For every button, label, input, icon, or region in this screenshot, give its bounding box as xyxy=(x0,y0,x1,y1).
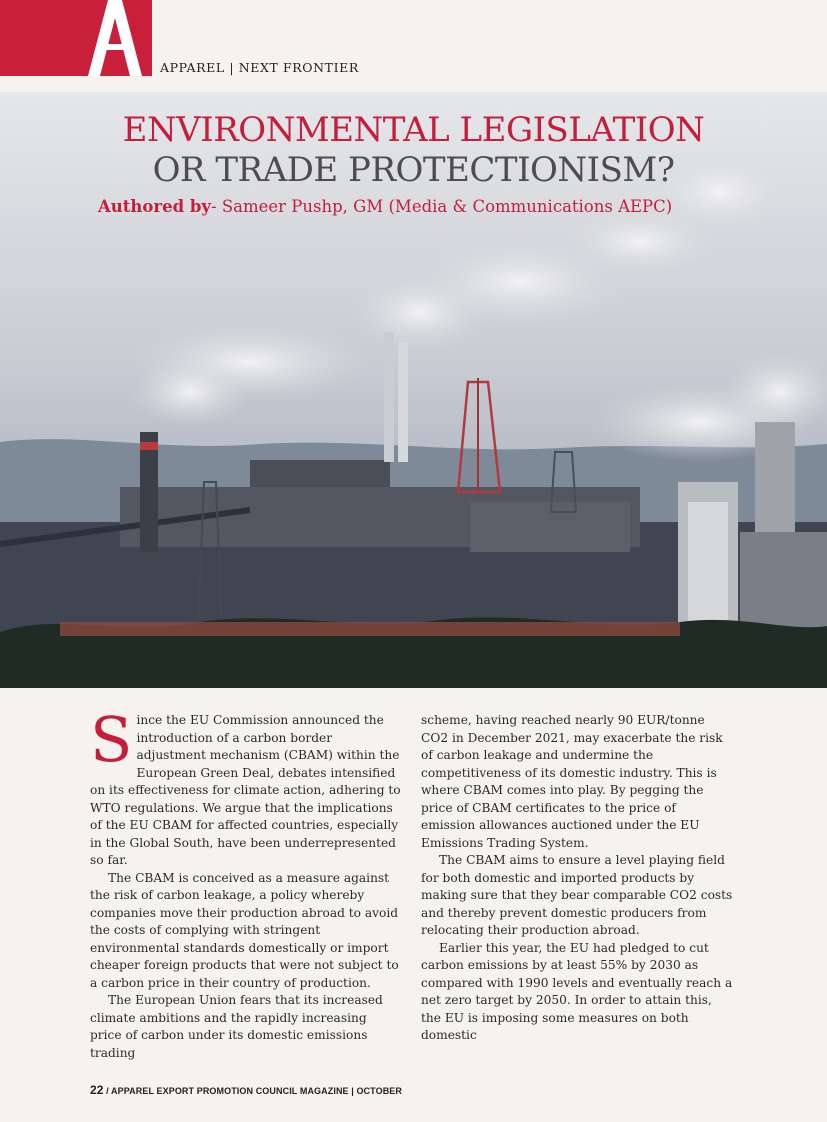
corner-logo xyxy=(0,0,152,76)
byline xyxy=(98,197,778,216)
article-column-left xyxy=(90,703,402,1062)
page-footer xyxy=(90,1083,402,1097)
drop-cap: S xyxy=(90,703,133,776)
byline-author: - Sameer Pushp, GM (Media & Communications AEPC) xyxy=(211,197,673,216)
article-column-right xyxy=(421,712,733,1045)
byline-label: Authored by xyxy=(98,197,212,216)
paragraph: The CBAM is conceived as a measure against the risk of carbon leakage, a policy whereby companies move their production abroad to avoid the costs of complying with stringent environmental standards domestically or import cheaper foreign products that were not subject to a carbon price in their country of production. xyxy=(90,870,399,990)
letter-a-logo xyxy=(0,0,152,76)
article-body xyxy=(90,703,740,1060)
paragraph-text: ince the EU Commission announced the introduction of a carbon border adjustment mechanism (CBAM) within the European Green Deal, debates intensified on its effectiveness for climate action, adhering to WTO regulations. We argue that the implications of the EU CBAM for affected countries, especially in the Global South, have been underrepresented so far. xyxy=(90,713,401,867)
paragraph: Earlier this year, the EU had pledged to cut carbon emissions by at least 55% by 2030 as compared with 1990 levels and eventually reach a net zero target by 2050. In order to attain this, the EU is imposing some measures on both domestic xyxy=(421,940,733,1042)
paragraph: The European Union fears that its increased climate ambitions and the rapidly increasing price of carbon under its domestic emissions trading xyxy=(90,993,383,1060)
headline-line-2: OR TRADE PROTECTIONISM? xyxy=(152,150,675,190)
section-label: APPAREL | NEXT FRONTIER xyxy=(160,60,359,75)
paragraph: scheme, having reached nearly 90 EUR/tonne CO2 in December 2021, may exacerbate the risk of carbon leakage and undermine the competitiveness of its domestic industry. This is where CBAM comes into play. By pegging the price of CBAM certificates to the price of emission allowances auctioned under the EU Emissions Trading System. xyxy=(421,713,723,850)
article-headline xyxy=(0,110,827,190)
paragraph xyxy=(90,703,402,870)
footer-text: / APPAREL EXPORT PROMOTION COUNCIL MAGAZINE | OCTOBER xyxy=(103,1086,402,1096)
headline-line-1: ENVIRONMENTAL LEGISLATION xyxy=(122,110,705,150)
paragraph: The CBAM aims to ensure a level playing field for both domestic and imported products by making sure that they bear comparable CO2 costs and thereby prevent domestic producers from relocating their production abroad. xyxy=(421,853,733,937)
page-number: 22 xyxy=(90,1083,104,1097)
